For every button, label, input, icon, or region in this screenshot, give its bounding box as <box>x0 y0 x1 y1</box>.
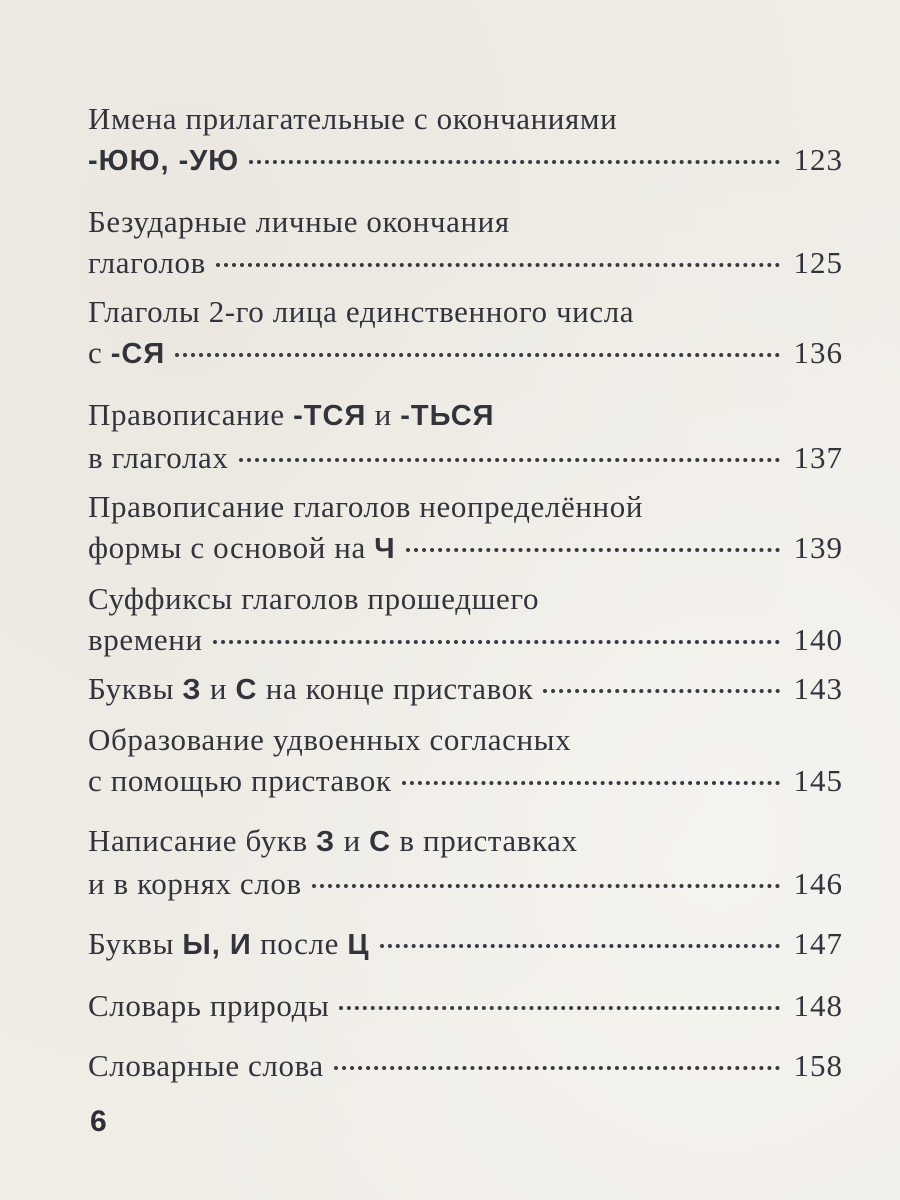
entry-title-line1: Суффиксы глаголов прошедшего <box>88 581 540 616</box>
page-ref: 123 <box>793 142 843 177</box>
toc-entry <box>88 923 843 966</box>
entry-title-line1 <box>88 394 494 437</box>
toc-entry <box>88 98 843 182</box>
dot-leader <box>249 160 779 164</box>
entry-title-line1: Безударные личные окончания <box>88 204 510 239</box>
dot-leader <box>402 781 780 785</box>
page-ref: 145 <box>793 763 843 798</box>
dot-leader <box>213 640 780 644</box>
bold-letter: З <box>182 674 202 706</box>
entry-title-line2 <box>88 332 165 375</box>
text-part: и <box>201 671 236 706</box>
entry-title-line2: глаголов <box>88 245 206 280</box>
toc-entry <box>88 820 843 904</box>
bold-ending: -ЮЮ, -УЮ <box>88 145 240 177</box>
text-part: Написание букв <box>88 823 317 858</box>
table-of-contents <box>88 98 843 1086</box>
dot-leader <box>239 458 780 462</box>
bold-ending: -СЯ <box>110 338 166 370</box>
toc-entry <box>88 394 843 478</box>
toc-entry <box>88 1045 843 1086</box>
text-part: в приставках <box>391 823 578 858</box>
page-ref: 140 <box>793 622 843 657</box>
text-part: Правописание <box>88 397 294 432</box>
dot-leader <box>312 884 780 888</box>
page-number: 6 <box>90 1105 107 1138</box>
page-ref: 125 <box>793 245 843 280</box>
bold-letter: С <box>235 674 258 706</box>
bold-letter: Ц <box>347 929 370 961</box>
entry-title-line1 <box>88 820 578 863</box>
text-part: на конце приставок <box>257 671 534 706</box>
toc-entry <box>88 719 843 801</box>
bold-letter: С <box>369 826 392 858</box>
dot-leader <box>380 944 780 948</box>
page-ref: 146 <box>793 866 843 901</box>
dot-leader <box>406 548 780 552</box>
page-ref: 158 <box>793 1048 843 1083</box>
text-part: и <box>366 397 401 432</box>
dot-leader <box>543 689 779 693</box>
toc-entry <box>88 668 843 711</box>
text-part: формы с основой на <box>88 530 375 565</box>
entry-title-line2: и в корнях слов <box>88 866 302 901</box>
page-ref: 143 <box>793 671 843 706</box>
dot-leader <box>339 1006 779 1010</box>
text-part: Буквы <box>88 671 183 706</box>
entry-title <box>88 668 533 711</box>
entry-title-line2: времени <box>88 622 203 657</box>
bold-letter: З <box>316 826 336 858</box>
page-ref: 148 <box>793 988 843 1023</box>
text-part: и <box>335 823 370 858</box>
page-ref: 136 <box>793 335 843 370</box>
bold-ending: -ТЬСЯ <box>400 400 495 432</box>
entry-title-line1: Глаголы 2-го лица единственного числа <box>88 294 635 329</box>
entry-title-line1: Образование удвоенных согласных <box>88 722 572 757</box>
entry-title: Словарь природы <box>88 988 330 1023</box>
entry-title-line2 <box>88 527 396 570</box>
entry-title-line2: с помощью приставок <box>88 763 392 798</box>
entry-title <box>88 923 370 966</box>
entry-title-line1: Правописание глаголов неопределённой <box>88 489 644 524</box>
toc-entry <box>88 201 843 283</box>
toc-entry <box>88 578 843 660</box>
bold-ending: -ТСЯ <box>293 400 367 432</box>
toc-entry <box>88 985 843 1026</box>
dot-leader <box>175 353 779 357</box>
bold-letter: Ы, И <box>182 929 252 961</box>
page-ref: 147 <box>793 926 843 961</box>
toc-entry <box>88 486 843 570</box>
entry-title-line2: в глаголах <box>88 440 229 475</box>
text-part: после <box>251 926 348 961</box>
bold-letter: Ч <box>374 533 396 565</box>
entry-title-line1: Имена прилагательные с окончаниями <box>88 101 618 136</box>
text-part: с <box>88 335 111 370</box>
toc-entry <box>88 291 843 375</box>
entry-title: Словарные слова <box>88 1048 324 1083</box>
entry-title-line2 <box>88 139 239 182</box>
page-ref: 137 <box>793 440 843 475</box>
dot-leader <box>334 1066 780 1070</box>
dot-leader <box>216 263 780 267</box>
text-part: Буквы <box>88 926 183 961</box>
page-ref: 139 <box>793 530 843 565</box>
